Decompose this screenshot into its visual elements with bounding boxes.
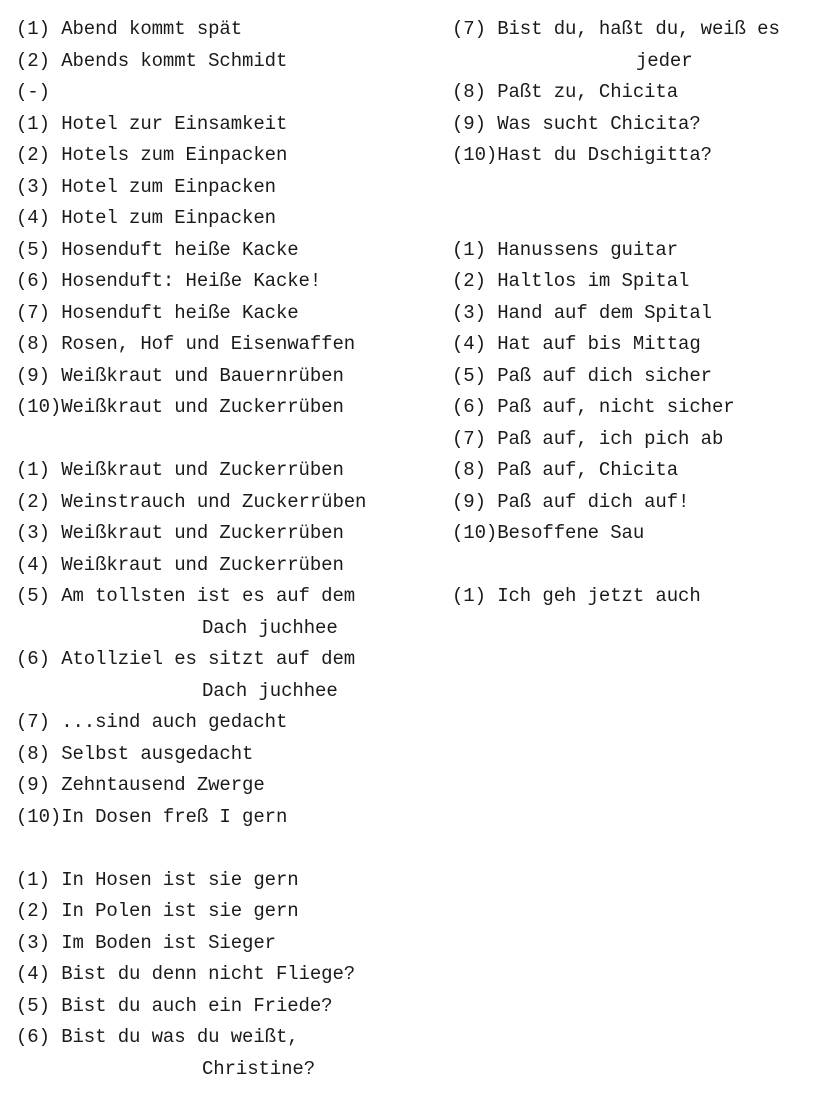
blank-line bbox=[452, 203, 827, 235]
text-line: (10)Besoffene Sau bbox=[452, 522, 645, 544]
text-line: (6) Atollziel es sitzt auf dem bbox=[16, 648, 356, 670]
text-line: (1) Hotel zur Einsamkeit bbox=[16, 112, 288, 135]
text-line: (9) Weißkraut und Bauernrüben bbox=[16, 364, 344, 387]
text-line: (6) Paß auf, nicht sicher bbox=[452, 396, 735, 418]
text-line: (2) In Polen ist sie gern bbox=[16, 900, 299, 922]
text-line: (1) Hanussens guitar bbox=[452, 238, 679, 261]
text-line: (9) Zehntausend Zwerge bbox=[16, 774, 265, 796]
text-line: (6) Bist du was du weißt, bbox=[16, 1026, 299, 1048]
text-line: (8) Selbst ausgedacht bbox=[16, 742, 254, 765]
blank-line bbox=[452, 550, 827, 582]
text-line: (9) Paß auf dich auf! bbox=[452, 490, 690, 513]
continuation-line: Dach juchhee bbox=[202, 616, 338, 639]
text-line: (4) Hotel zum Einpacken bbox=[16, 207, 276, 229]
text-line: (3) Hand auf dem Spital bbox=[452, 301, 712, 324]
text-line: (3) Hotel zum Einpacken bbox=[16, 175, 276, 198]
text-line: (5) Am tollsten ist es auf dem bbox=[16, 585, 356, 607]
blank-line bbox=[16, 833, 421, 865]
text-line: (7) Paß auf, ich pich ab bbox=[452, 427, 724, 450]
text-line: (2) Weinstrauch und Zuckerrüben bbox=[16, 490, 367, 513]
text-line: (7) Hosenduft heiße Kacke bbox=[16, 301, 299, 324]
text-line: (4) Bist du denn nicht Fliege? bbox=[16, 963, 356, 985]
text-line: (1) Abend kommt spät bbox=[16, 18, 243, 40]
text-line: (4) Hat auf bis Mittag bbox=[452, 333, 701, 355]
text-line: (2) Haltlos im Spital bbox=[452, 270, 690, 292]
text-line: (10)In Dosen freß I gern bbox=[16, 805, 288, 828]
text-line: (10)Weißkraut und Zuckerrüben bbox=[16, 396, 344, 418]
blank-line bbox=[452, 172, 827, 204]
text-line: (7) ...sind auch gedacht bbox=[16, 711, 288, 733]
text-line: (5) Paß auf dich sicher bbox=[452, 364, 712, 387]
continuation-line: Christine? bbox=[202, 1057, 316, 1080]
text-line: (8) Paß auf, Chicita bbox=[452, 459, 679, 481]
text-line: (1) Weißkraut und Zuckerrüben bbox=[16, 459, 344, 481]
text-line: (8) Paßt zu, Chicita bbox=[452, 81, 679, 103]
text-line: (6) Hosenduft: Heiße Kacke! bbox=[16, 270, 322, 292]
text-line: (10)Hast du Dschigitta? bbox=[452, 144, 712, 166]
text-line: (7) Bist du, haßt du, weiß es bbox=[452, 18, 780, 40]
blank-line bbox=[16, 424, 421, 456]
text-line: (-) bbox=[16, 81, 50, 103]
text-line: (4) Weißkraut und Zuckerrüben bbox=[16, 553, 344, 576]
text-line: (3) Weißkraut und Zuckerrüben bbox=[16, 522, 344, 544]
continuation-line: Dach juchhee bbox=[202, 679, 338, 702]
text-line: (2) Abends kommt Schmidt bbox=[16, 49, 288, 72]
left-column bbox=[16, 14, 421, 1085]
text-line: (5) Hosenduft heiße Kacke bbox=[16, 238, 299, 261]
text-line: (1) In Hosen ist sie gern bbox=[16, 868, 299, 891]
text-line: (8) Rosen, Hof und Eisenwaffen bbox=[16, 333, 356, 355]
text-line: (3) Im Boden ist Sieger bbox=[16, 931, 276, 954]
text-line: (2) Hotels zum Einpacken bbox=[16, 144, 288, 166]
text-line: (5) Bist du auch ein Friede? bbox=[16, 994, 333, 1017]
text-line: (1) Ich geh jetzt auch bbox=[452, 585, 701, 607]
right-column bbox=[452, 14, 827, 613]
text-line: (9) Was sucht Chicita? bbox=[452, 112, 701, 135]
continuation-line: jeder bbox=[636, 49, 693, 72]
